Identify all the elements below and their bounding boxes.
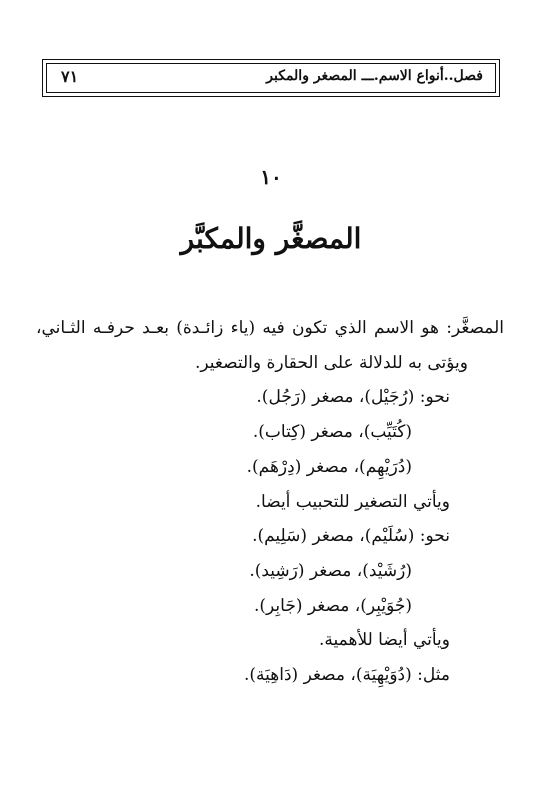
example-line: نحو: (رُجَيْل)، مصغر (رَجُل). [256, 387, 450, 407]
definition-line-2: ويؤتى به للدلالة على الحقارة والتصغير. [194, 353, 468, 373]
running-header [42, 59, 500, 97]
rule-line: ويأتي التصغير للتحبيب أيضا. [255, 492, 450, 512]
running-header-title: فصل..أنواع الاسم.ـــ المصغر والمكبر [266, 68, 483, 84]
example-line: نحو: (سُلَيْم)، مصغر (سَلِيم). [252, 526, 450, 546]
section-number: ١٠ [260, 165, 282, 189]
example-line: مثل: (دُوَيْهِيَة)، مصغر (دَاهِيَة). [244, 665, 450, 685]
example-line: (رُشَيْد)، مصغر (رَشِيد). [249, 561, 412, 581]
page-number: ٧١ [61, 67, 79, 86]
definition-line-1: المصغَّر: هو الاسم الذي تكون فيه (ياء زائـدة) بعـد حرفـه الثـاني، [36, 318, 504, 338]
rule-line: ويأتي أيضا للأهمية. [319, 630, 450, 650]
example-line: (دُرَيْهِم)، مصغر (دِرْهَم). [246, 457, 412, 477]
example-line: (جُوَيْبِر)، مصغر (جَابِر). [254, 596, 412, 616]
example-line: (كُتَيِّب)، مصغر (كِتاب). [252, 422, 412, 442]
section-title: المصغَّر والمكبَّر [180, 222, 362, 255]
